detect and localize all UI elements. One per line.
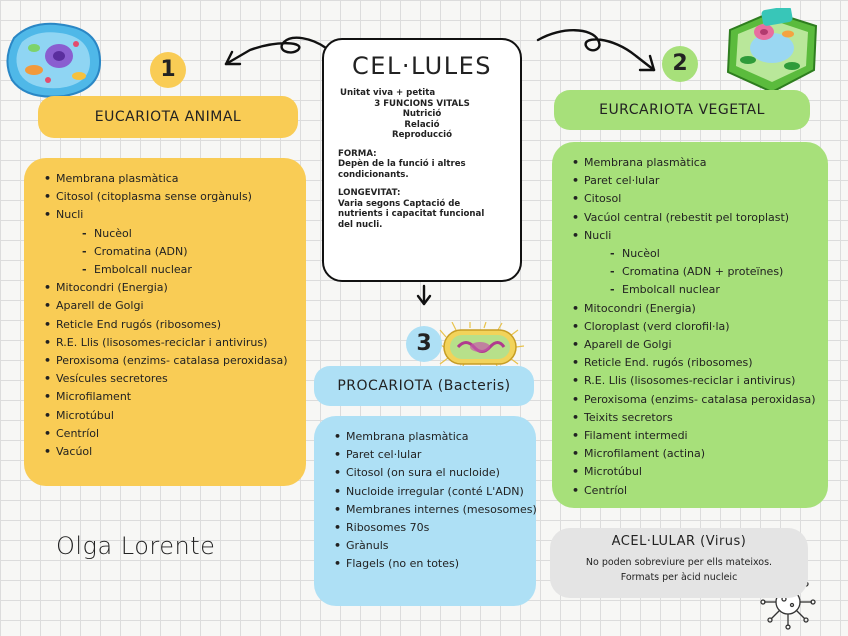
bullet-marker: •	[44, 281, 52, 295]
bullet-marker: •	[572, 210, 580, 224]
animal-item-text: Microtúbul	[56, 408, 114, 422]
vegetal-list-item	[572, 354, 814, 372]
bullet-marker: •	[572, 228, 580, 242]
number-badge-animal: 1	[150, 52, 186, 88]
vegetal-item-text: Vacúol central (rebestit pel toroplast)	[584, 210, 790, 224]
bullet-marker: •	[572, 429, 580, 443]
longevitat-text-3: del nucli.	[338, 219, 383, 230]
vegetal-item-text: Microfilament (actina)	[584, 447, 706, 461]
number-badge-procariota: 3	[406, 326, 442, 362]
procariota-item-text: Ribosomes 70s	[346, 521, 430, 535]
vegetal-item-text: Embolcall nuclear	[622, 283, 720, 297]
vegetal-header: EURCARIOTA VEGETAL	[554, 90, 810, 130]
bullet-marker: •	[572, 301, 580, 315]
vegetal-list-item	[572, 154, 814, 172]
bullet-marker: •	[334, 502, 342, 516]
procariota-item-text: Citosol (on sura el nucloide)	[346, 466, 500, 480]
vegetal-list-item	[572, 263, 814, 281]
bullet-marker: •	[44, 390, 52, 404]
animal-item-text: Membrana plasmàtica	[56, 172, 179, 185]
animal-item-text: Citosol (citoplasma sense orgànuls)	[56, 190, 252, 204]
procariota-list-item	[334, 483, 522, 501]
bullet-marker: •	[334, 557, 342, 571]
animal-list-item	[44, 388, 292, 406]
function-nutricio: Nutrició	[402, 109, 442, 119]
vegetal-list-item	[572, 190, 814, 208]
vegetal-item-text: Centríol	[584, 483, 628, 497]
procariota-item-text: Nucloide irregular (conté L'ADN)	[346, 484, 524, 498]
vegetal-item-text: Teixits secretors	[584, 410, 673, 424]
vegetal-list-item	[572, 227, 814, 245]
animal-list-item	[44, 425, 292, 443]
vegetal-list-item	[572, 463, 814, 481]
dash-marker: -	[82, 263, 87, 277]
vegetal-item-text: Cloroplast (verd clorofil·la)	[584, 319, 730, 333]
vegetal-list-item	[572, 281, 814, 299]
vegetal-card	[552, 142, 828, 508]
vegetal-list-item	[572, 172, 814, 190]
animal-list-item	[44, 407, 292, 425]
animal-list-item	[44, 443, 292, 461]
bullet-marker: •	[334, 539, 342, 553]
animal-item-text: Mitocondri (Energia)	[56, 281, 168, 295]
vegetal-list-item	[572, 409, 814, 427]
animal-list-item	[44, 261, 292, 279]
animal-item-text: Reticle End rugós (ribosomes)	[56, 317, 222, 331]
procariota-card	[314, 416, 536, 606]
center-card	[322, 38, 522, 282]
procariota-item-text: Membrana plasmàtica	[346, 430, 469, 443]
bullet-marker: •	[572, 192, 580, 206]
longevitat-text-2: nutrients i capacitat funcional	[338, 209, 485, 219]
vegetal-list-item	[572, 318, 814, 336]
vegetal-list-item	[572, 300, 814, 318]
bullet-marker: •	[44, 208, 52, 222]
bullet-marker: •	[572, 174, 580, 188]
procariota-list-item	[334, 519, 522, 537]
procariota-header: PROCARIOTA (Bacteris)	[314, 366, 534, 406]
bullet-marker: •	[44, 372, 52, 386]
vegetal-item-text: Membrana plasmàtica	[584, 156, 707, 169]
animal-item-text: Embolcall nuclear	[94, 263, 192, 277]
animal-list-item	[44, 170, 292, 188]
acelular-line1: No poden sobreviure per ells mateixos.	[585, 557, 773, 568]
animal-list-item	[44, 243, 292, 261]
animal-item-text: Cromatina (ADN)	[94, 244, 188, 258]
number-badge-vegetal: 2	[662, 46, 698, 82]
bullet-marker: •	[334, 466, 342, 480]
bullet-marker: •	[572, 447, 580, 461]
vegetal-item-text: Paret cel·lular	[584, 174, 660, 188]
vegetal-item-text: Peroxisoma (enzims- catalasa peroxidasa)	[584, 392, 816, 406]
arrow-to-animal	[226, 38, 326, 64]
animal-item-text: Vacúol	[56, 445, 93, 459]
bullet-marker: •	[44, 317, 52, 331]
bullet-marker: •	[44, 335, 52, 349]
procariota-item-text: Membranes internes (mesosomes)	[346, 502, 537, 516]
procariota-list-item	[334, 464, 522, 482]
vegetal-list	[572, 154, 814, 500]
animal-item-text: Aparell de Golgi	[56, 299, 144, 313]
bullet-marker: •	[572, 338, 580, 352]
procariota-list-item	[334, 446, 522, 464]
procariota-list-item	[334, 555, 522, 573]
animal-card	[24, 158, 306, 486]
dash-marker: -	[82, 226, 87, 240]
acelular-card	[550, 528, 808, 598]
vegetal-item-text: Reticle End. rugós (ribosomes)	[584, 356, 753, 370]
animal-item-text: Microfilament	[56, 390, 132, 404]
longevitat-label: LONGEVITAT:	[338, 188, 401, 198]
bullet-marker: •	[44, 190, 52, 204]
dash-marker: -	[610, 247, 615, 261]
bullet-marker: •	[44, 354, 52, 368]
procariota-list-item	[334, 537, 522, 555]
vegetal-item-text: Filament intermedi	[584, 429, 688, 443]
vegetal-list-item	[572, 445, 814, 463]
page-title: CEL·LULES	[352, 52, 492, 80]
animal-item-text: Nucli	[56, 208, 84, 222]
animal-list-item	[44, 352, 292, 370]
bullet-marker: •	[44, 426, 52, 440]
bullet-marker: •	[572, 410, 580, 424]
bullet-marker: •	[44, 408, 52, 422]
vegetal-list-item	[572, 391, 814, 409]
dash-marker: -	[610, 283, 615, 297]
procariota-item-text: Flagels (no en totes)	[346, 557, 460, 571]
procariota-item-text: Paret cel·lular	[346, 448, 422, 462]
function-relacio: Relació	[404, 119, 440, 130]
bullet-marker: •	[572, 465, 580, 479]
procariota-item-text: Grànuls	[346, 539, 389, 553]
bullet-marker: •	[334, 484, 342, 498]
animal-list-item	[44, 188, 292, 206]
bullet-marker: •	[572, 319, 580, 333]
forma-text-1: Depèn de la funció i altres	[338, 159, 466, 169]
vegetal-item-text: R.E. Llis (lisosomes-reciclar i antivirus)	[584, 374, 796, 388]
longevitat-text-1: Varia segons Captació de	[338, 198, 461, 209]
animal-list-item	[44, 370, 292, 388]
bullet-marker: •	[572, 392, 580, 406]
vegetal-list-item	[572, 372, 814, 390]
bullet-marker: •	[572, 483, 580, 497]
vegetal-list-item	[572, 427, 814, 445]
animal-list-item	[44, 225, 292, 243]
procariota-list-item	[334, 428, 522, 446]
animal-item-text: Nucèol	[94, 226, 132, 240]
vegetal-item-text: Mitocondri (Energia)	[584, 301, 696, 315]
forma-text-2: condicionants.	[338, 169, 409, 180]
vegetal-item-text: Nucèol	[622, 247, 660, 261]
animal-item-text: Peroxisoma (enzims- catalasa peroxidasa)	[56, 354, 288, 368]
bullet-marker: •	[572, 356, 580, 370]
animal-item-text: Vesícules secretores	[56, 372, 168, 386]
vegetal-item-text: Cromatina (ADN + proteïnes)	[622, 265, 784, 279]
animal-list-item	[44, 297, 292, 315]
bullet-marker: •	[572, 374, 580, 388]
animal-list-item	[44, 279, 292, 297]
animal-list-item	[44, 316, 292, 334]
bullet-marker: •	[44, 445, 52, 459]
bullet-marker: •	[334, 521, 342, 535]
animal-list	[44, 170, 292, 461]
bullet-marker: •	[44, 299, 52, 313]
function-reproduccio: Reproducció	[391, 130, 453, 140]
arrow-to-vegetal	[538, 30, 654, 70]
acelular-line2: Formats per àcid nucleic	[620, 572, 738, 583]
animal-item-text: Centríol	[56, 426, 100, 440]
vegetal-item-text: Aparell de Golgi	[584, 338, 672, 352]
bullet-marker: •	[44, 172, 52, 185]
vegetal-list-item	[572, 245, 814, 263]
dash-marker: -	[610, 265, 615, 279]
animal-list-item	[44, 334, 292, 352]
animal-list-item	[44, 206, 292, 224]
author-name: Olga Lorente	[56, 532, 216, 560]
acelular-title: ACEL·LULAR (Virus)	[611, 534, 747, 549]
vegetal-list-item	[572, 209, 814, 227]
procariota-list-item	[334, 501, 537, 519]
bullet-marker: •	[334, 430, 342, 443]
vegetal-list-item	[572, 336, 814, 354]
bullet-marker: •	[572, 156, 580, 169]
animal-header: EUCARIOTA ANIMAL	[38, 96, 298, 138]
dash-marker: -	[82, 244, 87, 258]
center-line2: 3 FUNCIONS VITALS	[374, 98, 470, 109]
vegetal-item-text: Nucli	[584, 228, 612, 242]
bullet-marker: •	[334, 448, 342, 462]
vegetal-item-text: Microtúbul	[584, 465, 642, 479]
forma-label: FORMA:	[338, 148, 377, 159]
center-line1: Unitat viva + petita	[340, 88, 436, 98]
procariota-list	[334, 428, 537, 574]
vegetal-item-text: Citosol	[584, 192, 622, 206]
animal-item-text: R.E. Llis (lisosomes-reciclar i antivirus)	[56, 335, 268, 349]
vegetal-list-item	[572, 482, 814, 500]
